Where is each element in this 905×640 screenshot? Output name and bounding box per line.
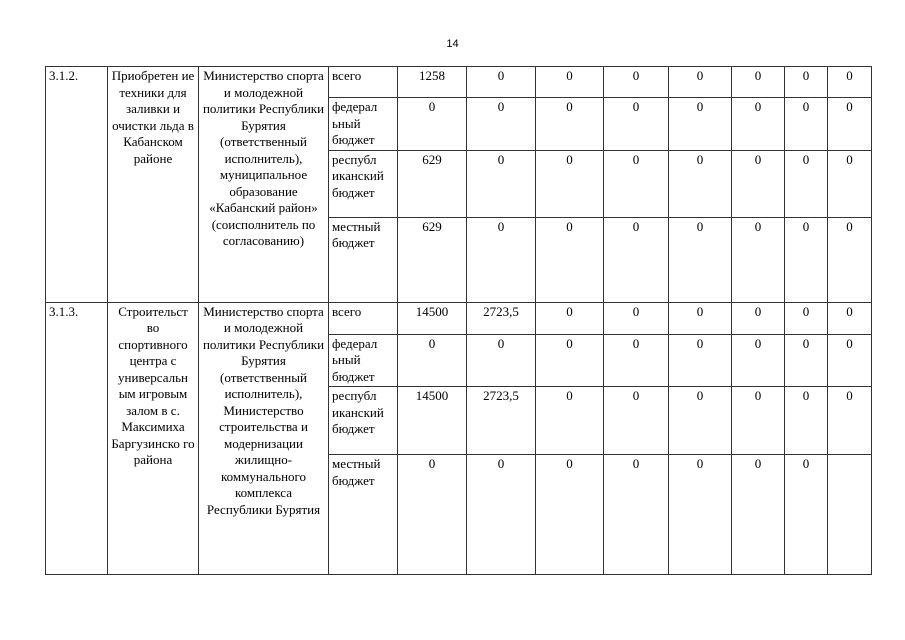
source-label: республ иканский бюджет	[329, 150, 398, 217]
value-cell: 0	[732, 387, 785, 455]
table-row	[46, 67, 872, 98]
value-cell: 0	[604, 387, 669, 455]
value-cell: 629	[398, 150, 467, 217]
value-cell: 0	[828, 67, 872, 98]
value-cell: 0	[536, 98, 604, 151]
value-cell: 0	[536, 217, 604, 302]
value-cell: 0	[536, 387, 604, 455]
value-cell: 0	[732, 98, 785, 151]
event-name: Приобретен ие техники для заливки и очистки льда в Кабанском районе	[108, 67, 199, 303]
value-cell: 0	[398, 455, 467, 575]
value-cell: 0	[785, 67, 828, 98]
value-cell: 14500	[398, 302, 467, 334]
value-cell: 0	[536, 334, 604, 387]
value-cell: 1258	[398, 67, 467, 98]
value-cell: 0	[732, 302, 785, 334]
value-cell: 0	[398, 334, 467, 387]
table-row	[46, 302, 872, 334]
row-code: 3.1.3.	[46, 302, 108, 575]
value-cell: 0	[732, 217, 785, 302]
value-cell	[828, 455, 872, 575]
value-cell: 0	[467, 98, 536, 151]
value-cell: 0	[785, 150, 828, 217]
value-cell: 0	[785, 334, 828, 387]
value-cell: 0	[536, 150, 604, 217]
value-cell: 0	[536, 302, 604, 334]
value-cell: 0	[669, 302, 732, 334]
value-cell: 0	[604, 150, 669, 217]
source-label: местный бюджет	[329, 217, 398, 302]
value-cell: 0	[785, 98, 828, 151]
value-cell: 0	[669, 150, 732, 217]
value-cell: 0	[604, 67, 669, 98]
value-cell: 0	[536, 455, 604, 575]
source-label: федерал ьный бюджет	[329, 334, 398, 387]
value-cell: 0	[467, 334, 536, 387]
value-cell: 0	[604, 217, 669, 302]
value-cell: 0	[732, 334, 785, 387]
event-name: Строительст во спортивного центра с универсальн ым игровым залом в с. Максимиха Баргузинско го района	[108, 302, 199, 575]
value-cell: 14500	[398, 387, 467, 455]
value-cell: 0	[785, 302, 828, 334]
value-cell: 0	[604, 455, 669, 575]
value-cell: 0	[467, 67, 536, 98]
source-label: всего	[329, 67, 398, 98]
source-label: местный бюджет	[329, 455, 398, 575]
row-code: 3.1.2.	[46, 67, 108, 303]
value-cell: 0	[467, 455, 536, 575]
value-cell: 629	[398, 217, 467, 302]
value-cell: 0	[828, 387, 872, 455]
value-cell: 0	[536, 67, 604, 98]
value-cell: 0	[828, 302, 872, 334]
value-cell: 0	[398, 98, 467, 151]
source-label: республ иканский бюджет	[329, 387, 398, 455]
source-label: всего	[329, 302, 398, 334]
value-cell: 0	[828, 217, 872, 302]
value-cell: 0	[604, 302, 669, 334]
value-cell: 0	[669, 217, 732, 302]
value-cell: 0	[732, 455, 785, 575]
value-cell: 0	[669, 67, 732, 98]
value-cell: 0	[732, 150, 785, 217]
value-cell: 2723,5	[467, 387, 536, 455]
value-cell: 0	[828, 150, 872, 217]
value-cell: 0	[785, 387, 828, 455]
value-cell: 0	[669, 387, 732, 455]
value-cell: 0	[467, 217, 536, 302]
page-number: 14	[446, 38, 459, 50]
value-cell: 0	[669, 455, 732, 575]
value-cell: 0	[467, 150, 536, 217]
value-cell: 0	[669, 334, 732, 387]
executor: Министерство спорта и молодежной политики Республики Бурятия (ответственный исполнитель), муниципальное образование «Кабанский район» (соисполнитель по согласованию)	[199, 67, 329, 303]
value-cell: 0	[828, 334, 872, 387]
value-cell: 0	[604, 98, 669, 151]
value-cell: 0	[604, 334, 669, 387]
value-cell: 0	[785, 455, 828, 575]
value-cell: 0	[785, 217, 828, 302]
executor: Министерство спорта и молодежной политики Республики Бурятия (ответственный исполнитель), Министерство строительства и модернизации жилищно- коммунального комплекса Республики Бурятия	[199, 302, 329, 575]
value-cell: 0	[669, 98, 732, 151]
value-cell: 2723,5	[467, 302, 536, 334]
budget-table	[45, 66, 872, 575]
source-label: федерал ьный бюджет	[329, 98, 398, 151]
value-cell: 0	[828, 98, 872, 151]
value-cell: 0	[732, 67, 785, 98]
